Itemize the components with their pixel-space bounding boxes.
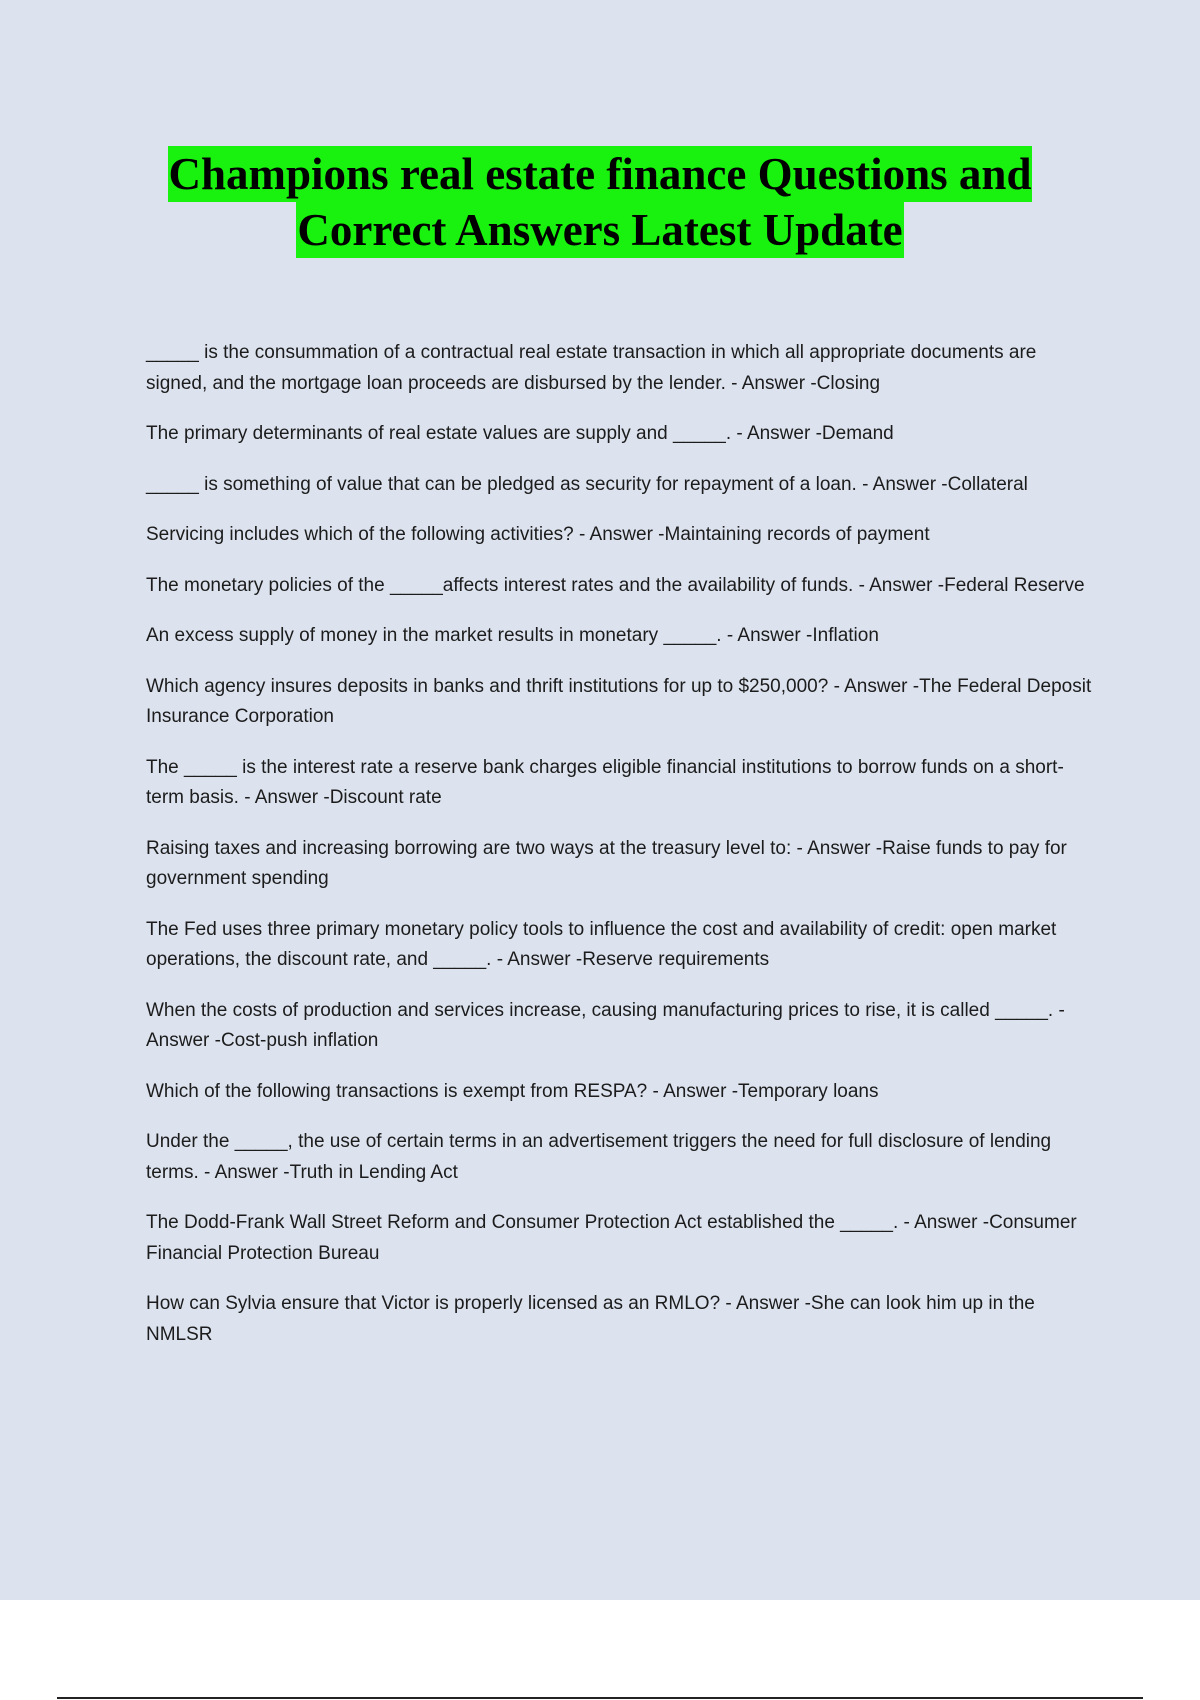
qa-item: Which agency insures deposits in banks and thrift institutions for up to $250,000? - Answer -The Federal Deposit Insurance Corporation — [146, 675, 1092, 727]
qa-item: Which of the following transactions is exempt from RESPA? - Answer -Temporary loans — [146, 1080, 879, 1102]
qa-item: Servicing includes which of the following activities? - Answer -Maintaining records of payment — [146, 524, 930, 545]
qa-item: The primary determinants of real estate values are supply and _____. - Answer -Demand — [146, 423, 894, 444]
qa-item: The _____ is the interest rate a reserve bank charges eligible financial institutions to borrow funds on a short-term basis. - Answer -Discount rate — [146, 756, 1064, 808]
title-line-2: Correct Answers Latest Update — [296, 202, 903, 258]
title-line-1: Champions real estate finance Questions and — [168, 146, 1033, 202]
qa-item: The Dodd-Frank Wall Street Reform and Consumer Protection Act established the _____. - Answer -Consumer Financial Protection Bureau — [146, 1212, 1077, 1264]
qa-item: An excess supply of money in the market results in monetary _____. - Answer -Inflation — [146, 625, 879, 646]
qa-item: Raising taxes and increasing borrowing are two ways at the treasury level to: - Answer -Raise funds to pay for government spending — [146, 837, 1067, 889]
qa-item: _____ is the consummation of a contractual real estate transaction in which all appropriate documents are signed, and the mortgage loan proceeds are disbursed by the lender. - Answer -Closing — [146, 342, 1037, 394]
qa-item: The monetary policies of the _____affects interest rates and the availability of funds. - Answer -Federal Reserve — [146, 574, 1085, 596]
qa-item: How can Sylvia ensure that Victor is properly licensed as an RMLO? - Answer -She can look him up in the NMLSR — [146, 1293, 1035, 1345]
page-divider — [57, 1697, 1143, 1699]
qa-item: The Fed uses three primary monetary policy tools to influence the cost and availability of credit: open market operations, the discount rate, and _____. - Answer -Reserve requirements — [146, 918, 1057, 970]
qa-item: Under the _____, the use of certain terms in an advertisement triggers the need for full disclosure of lending terms. - Answer -Truth in Lending Act — [146, 1131, 1052, 1183]
page-title — [0, 146, 1200, 258]
qa-item: _____ is something of value that can be pledged as security for repayment of a loan. - Answer -Collateral — [146, 473, 1028, 495]
qa-item: When the costs of production and services increase, causing manufacturing prices to rise, it is called _____. - Answer -Cost-push inflation — [146, 999, 1065, 1051]
qa-list — [146, 338, 1092, 1370]
